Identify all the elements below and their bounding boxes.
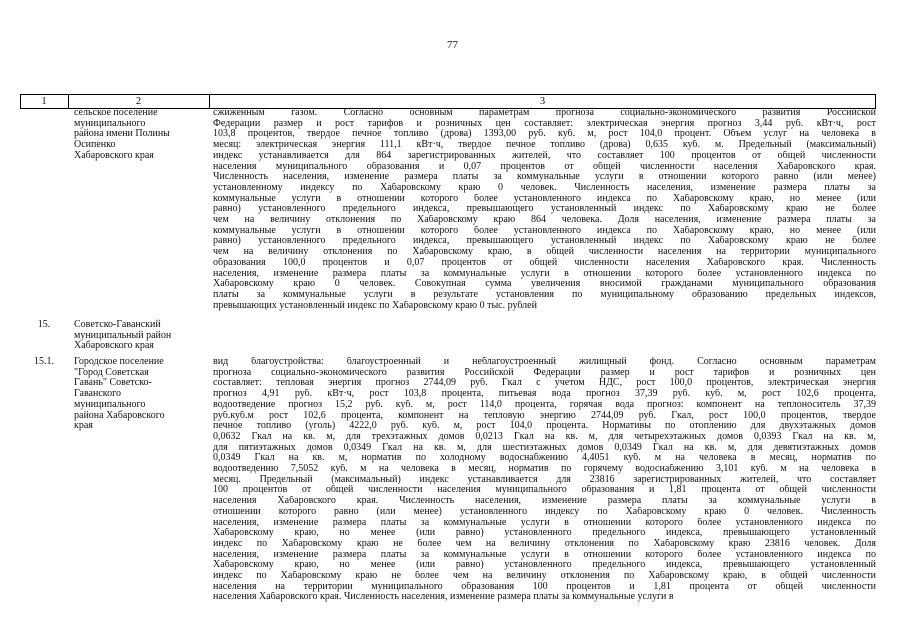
text-line: платы за коммунальные услуги в результате установления по муниципальному образованию предельных индексов, xyxy=(213,289,876,300)
text-line: населения, изменение размера платы за коммунальные услуги в отношении которого более установленного индекса по xyxy=(213,549,876,560)
text-line: месяц. Предельный (максимальный) индекс устанавливается для 23816 зарегистрированных жителей, что составляет xyxy=(213,474,876,485)
text-line: коммунальные услуги в отношении которого более установленного индекса по Хабаровскому краю, но менее (или xyxy=(213,225,876,236)
text-line: 100 процентов от общей численности населения муниципального образования и 1,81 процента от общей численности xyxy=(213,485,876,496)
text-line: составляет: тепловая энергия прогноз 2744,09 руб. Гкал с учетом НДС, рост 100,0 процентов, электрическая энергия xyxy=(213,378,876,389)
text-line: Численность населения, изменение размера платы за коммунальные услуги в отношении которого равно (или менее) xyxy=(213,172,876,183)
text-line: коммунальные услуги в отношении которого более установленного индекса по Хабаровскому краю, но менее (или xyxy=(213,193,876,204)
text-line: установленному индексу по Хабаровскому краю 0 человек. Численность населения, изменение размера платы за xyxy=(213,182,876,193)
header-col-text: 3 xyxy=(539,96,546,107)
row-text xyxy=(213,108,876,311)
row-name xyxy=(74,357,209,432)
text-line: населения на территории муниципального образования 100 процентов и 1,81 процента от общей численности xyxy=(213,581,876,592)
text-line: индекс устанавливается для 864 зарегистрированных жителей, что составляет 100 процентов от общей численности xyxy=(213,150,876,161)
text-line: населения муниципального образования и 0,07 процентов от общей численности населения Хабаровского края. xyxy=(213,161,876,172)
text-line: муниципального xyxy=(74,398,146,410)
row-name xyxy=(74,108,209,162)
text-line: чем на величину отклонения по Хабаровскому краю, в общей численности населения на территории муниципального xyxy=(213,247,876,258)
text-line: 0,0349 Гкал на кв. м, норматив по холодному водоснабжению 4,4051 куб. м на человека в месяц, норматив по xyxy=(213,453,876,464)
text-line: Хабаровского края xyxy=(74,340,154,352)
text-line: муниципального xyxy=(74,117,146,129)
text-line: индекс по Хабаровскому краю не более чем на величину отклонения по Хабаровскому краю 23816 человек. Доля xyxy=(213,538,876,549)
text-line: населения, изменение размера платы за коммунальные услуги в отношении которого более установленного индекса по xyxy=(213,517,876,528)
text-line: Хабаровскому краю 0 человек. Совокупная сумма увеличения вносимой гражданами муниципального образования xyxy=(213,279,876,290)
text-line: месяц: электрическая энергия 111,1 кВт·ч, твердое печное топливо (дрова) 0,635 куб. м. Предельный (максимальный) xyxy=(213,140,876,151)
row-number: 15. xyxy=(37,319,51,330)
text-line: равно) установленного предельного индекса, превышающего установленный индекс по Хабаровскому краю не более xyxy=(213,204,876,215)
text-line: населения, изменение размера платы за коммунальные услуги в отношении которого более установленного индекса по xyxy=(213,268,876,279)
text-line: равно) установленного предельного индекса, превышающего установленный индекс по Хабаровскому краю не более xyxy=(213,236,876,247)
text-line: Федерации размер и рост тарифов и розничных цен составляет: электрическая энергия прогноз 3,44 руб. кВт·ч, рост xyxy=(213,118,876,129)
text-line: Городское поселение xyxy=(74,356,164,367)
text-line: превышающих установленный индекс по Хабаровскому краю 0 тыс. рублей xyxy=(213,300,537,311)
text-line: населения Хабаровского края. Численность населения, изменение размера платы за коммунальные услуги в xyxy=(213,496,876,507)
text-line: индекс по Хабаровскому краю не более чем на величину отклонения по Хабаровскому краю, в общей численности xyxy=(213,571,876,582)
row-number: 15.1. xyxy=(34,356,54,367)
text-line: вид благоустройства: благоустроенный и неблагоустроенный жилищный фонд. Согласно основным параметрам xyxy=(213,357,876,367)
text-line: Советско-Гаванский xyxy=(74,319,161,330)
text-line: Гаванского xyxy=(74,388,121,400)
text-line: Хабаровскому краю, но менее (или равно) установленного предельного индекса, превышающего установленный xyxy=(213,560,876,571)
text-line: отношении которого равно (или менее) установленного индексу по Хабаровскому краю 0 человек. Численность xyxy=(213,506,876,517)
text-line: чем на величину отклонения по Хабаровскому краю 864 человека. Доля населения, изменение размера платы за xyxy=(213,215,876,226)
text-line: водоотведение прогноз 15,2 руб. куб. м, рост 114,0 процента, горячая вода прогноз: компонент на теплоноситель 37,39 xyxy=(213,399,876,410)
text-line: 0,0632 Гкал на кв. м, для трехэтажных домов 0,0213 Гкал на кв. м, для четырехэтажных домов 0,0393 Гкал на кв. м, xyxy=(213,431,876,442)
text-line: района имени Полины xyxy=(74,128,170,140)
text-line: 103,8 процентов, твердое печное топливо (дрова) 1393,00 руб. куб. м, рост 104,0 процент. Объем услуг на человека в xyxy=(213,129,876,140)
page-number: 77 xyxy=(447,39,458,51)
text-line: прогноз 4,91 руб. кВт·ч, рост 103,8 процента, питьевая вода прогноз 37,39 руб. куб. м, рост 102,6 процента, xyxy=(213,389,876,400)
text-line: района Хабаровского xyxy=(74,409,165,421)
text-line: "Город Советская xyxy=(74,366,149,378)
text-line: Гавань" Советско- xyxy=(74,377,152,389)
text-line: руб.куб.м рост 102,6 процента, компонент на тепловую энергию 2744,09 руб. Гкал, рост 100,0 процентов, твердое xyxy=(213,410,876,421)
text-line: Осипенко xyxy=(74,139,116,151)
text-line: образования 100,0 процентов и 0,07 процентов от общей численности населения Хабаровского края. Численность xyxy=(213,257,876,268)
text-line: для пятиэтажных домов 0,0349 Гкал на кв. м, для шестиэтажных домов 0,0349 Гкал на кв. м, для девятиэтажных домов xyxy=(213,442,876,453)
row-name xyxy=(74,320,209,352)
text-line: населения Хабаровского края. Численность населения, изменение размера платы за коммунальные услуги в xyxy=(213,592,674,603)
row-text xyxy=(213,357,876,603)
text-line: сельское поселение xyxy=(74,107,158,118)
text-line: прогноза социально-экономического развития Российской Федерации размер и рост тарифов и розничных цен xyxy=(213,367,876,378)
table-border xyxy=(875,95,876,108)
text-line: Хабаровскому краю, но менее (или равно) установленного предельного индекса, превышающего установленный xyxy=(213,528,876,539)
text-line: Хабаровского края xyxy=(74,149,154,161)
text-line: сжиженным газом. Согласно основным параметрам прогноза социально-экономического развития Российской xyxy=(213,108,876,118)
text-line: края xyxy=(74,420,93,432)
text-line: муниципальный район xyxy=(74,329,172,341)
text-line: водоотведению 7,5052 куб. м на человека в месяц, норматив по горячему водоснабжению 3,101 куб. м на человека в xyxy=(213,464,876,475)
header-col-name: 2 xyxy=(135,96,142,107)
header-col-number: 1 xyxy=(41,96,47,107)
text-line: печное топливо (уголь) 4222,0 руб. куб. м, рост 104,0 процента. Нормативы по отоплению для двухэтажных домов xyxy=(213,421,876,432)
